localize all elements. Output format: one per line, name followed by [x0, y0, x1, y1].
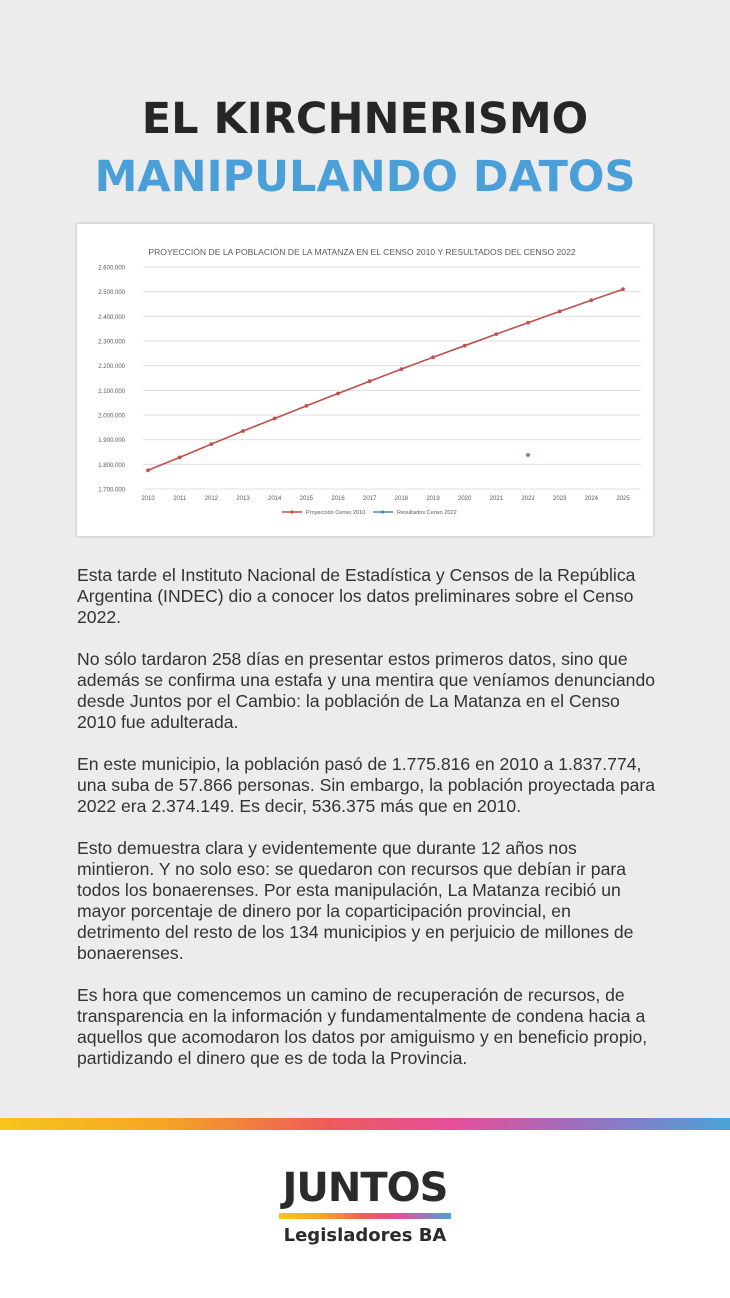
headline-line-1: EL KIRCHNERISMO — [141, 94, 589, 144]
data-point — [273, 417, 277, 421]
y-tick-label: 1.900.000 — [98, 438, 125, 445]
data-point — [558, 310, 562, 314]
x-tick-label: 2016 — [331, 496, 345, 502]
data-point — [241, 429, 245, 433]
data-point — [146, 468, 150, 472]
x-tick-label: 2023 — [552, 496, 567, 502]
article-body — [77, 565, 657, 1090]
x-tick-label: 2020 — [457, 496, 472, 502]
paragraph-4: Esto demuestra clara y evidentemente que durante 12 años nos mintieron. Y no solo eso: se quedaron con recursos que debían ir para todos los bonaerenses. Por esta manipulación, La Matanza recibió un mayor porcentaje de dinero por la coparticipación provincial, en detrimento del resto de los 134 municipios y en perjuicio de millones de bonaerenses. — [77, 838, 634, 963]
population-line-chart — [77, 224, 653, 536]
paragraph-3: En este municipio, la población pasó de 1.775.816 en 2010 a 1.837.774, una suba de 57.866 personas. Sin embargo, la población proyectada para 2022 era 2.374.149. Es decir, 536.375 más que en 2010. — [77, 754, 656, 816]
x-tick-label: 2015 — [299, 496, 314, 502]
x-tick-label: 2024 — [584, 496, 599, 502]
y-tick-label: 2.000.000 — [98, 413, 125, 420]
data-point — [178, 456, 182, 460]
chart-card — [77, 224, 653, 536]
x-tick-label: 2012 — [204, 496, 219, 502]
y-tick-label: 2.400.000 — [98, 314, 125, 321]
x-tick-label: 2017 — [362, 496, 377, 502]
data-point — [368, 379, 372, 383]
legend-marker — [381, 510, 384, 513]
y-axis-ticks — [98, 266, 125, 494]
logo-wordmark: JUNTOS — [282, 1165, 448, 1211]
data-point — [399, 367, 403, 371]
y-tick-label: 2.100.000 — [98, 388, 125, 395]
x-axis-ticks — [141, 496, 630, 502]
x-tick-label: 2025 — [616, 496, 630, 502]
y-tick-label: 1.700.000 — [98, 487, 125, 494]
legend-label: Resultados Censo 2022 — [397, 510, 457, 516]
x-tick-label: 2014 — [267, 496, 282, 502]
footer — [0, 1130, 730, 1298]
data-point — [336, 392, 340, 396]
y-tick-label: 2.600.000 — [98, 265, 125, 272]
legend-marker — [290, 510, 293, 513]
logo-color-bar — [279, 1213, 451, 1219]
color-stripe — [0, 1118, 730, 1130]
chart-legend — [282, 510, 457, 516]
chart-series — [146, 287, 625, 472]
y-tick-label: 2.300.000 — [98, 339, 125, 346]
y-tick-label: 2.500.000 — [98, 290, 125, 297]
data-point — [526, 321, 530, 325]
data-point — [431, 355, 435, 359]
data-point — [589, 298, 593, 302]
juntos-logo — [0, 1166, 730, 1246]
x-tick-label: 2022 — [521, 496, 535, 502]
x-tick-label: 2011 — [173, 496, 187, 502]
chart-title: PROYECCIÓN DE LA POBLACIÓN DE LA MATANZA EN EL CENSO 2010 Y RESULTADOS DEL CENSO 2022 — [148, 247, 576, 257]
legend-label: Proyección Censo 2010 — [306, 510, 366, 516]
x-tick-label: 2021 — [489, 496, 504, 502]
data-point — [304, 404, 308, 408]
logo-subtitle: Legisladores BA — [283, 1225, 447, 1246]
chart-gridlines — [143, 267, 641, 489]
y-tick-label: 2.200.000 — [98, 364, 125, 371]
x-tick-label: 2018 — [394, 496, 409, 502]
data-point — [494, 332, 498, 336]
data-point — [463, 344, 467, 348]
headline-line-2: MANIPULANDO DATOS — [94, 152, 636, 202]
data-point — [621, 287, 625, 291]
x-tick-label: 2013 — [236, 496, 250, 502]
y-tick-label: 1.800.000 — [98, 462, 125, 469]
data-point — [209, 442, 213, 446]
x-tick-label: 2019 — [426, 496, 440, 502]
paragraph-2: No sólo tardaron 258 días en presentar estos primeros datos, sino que además se confirma una estafa y una mentira que veníamos denunciando desde Juntos por el Cambio: la población de La Matanza en el Censo 2010 fue adulterada. — [77, 649, 656, 732]
paragraph-1: Esta tarde el Instituto Nacional de Estadística y Censos de la República Argentina (INDEC) dio a conocer los datos preliminares sobre el Censo 2022. — [77, 565, 636, 627]
data-point — [526, 453, 530, 457]
paragraph-5: Es hora que comencemos un camino de recuperación de recursos, de transparencia en la información y fundamentalmente de condena hacia a aquellos que acomodaron los datos por amiguismo y en beneficio propio, partidizando el dinero que es de toda la Provincia. — [77, 985, 648, 1068]
x-tick-label: 2010 — [141, 496, 155, 502]
